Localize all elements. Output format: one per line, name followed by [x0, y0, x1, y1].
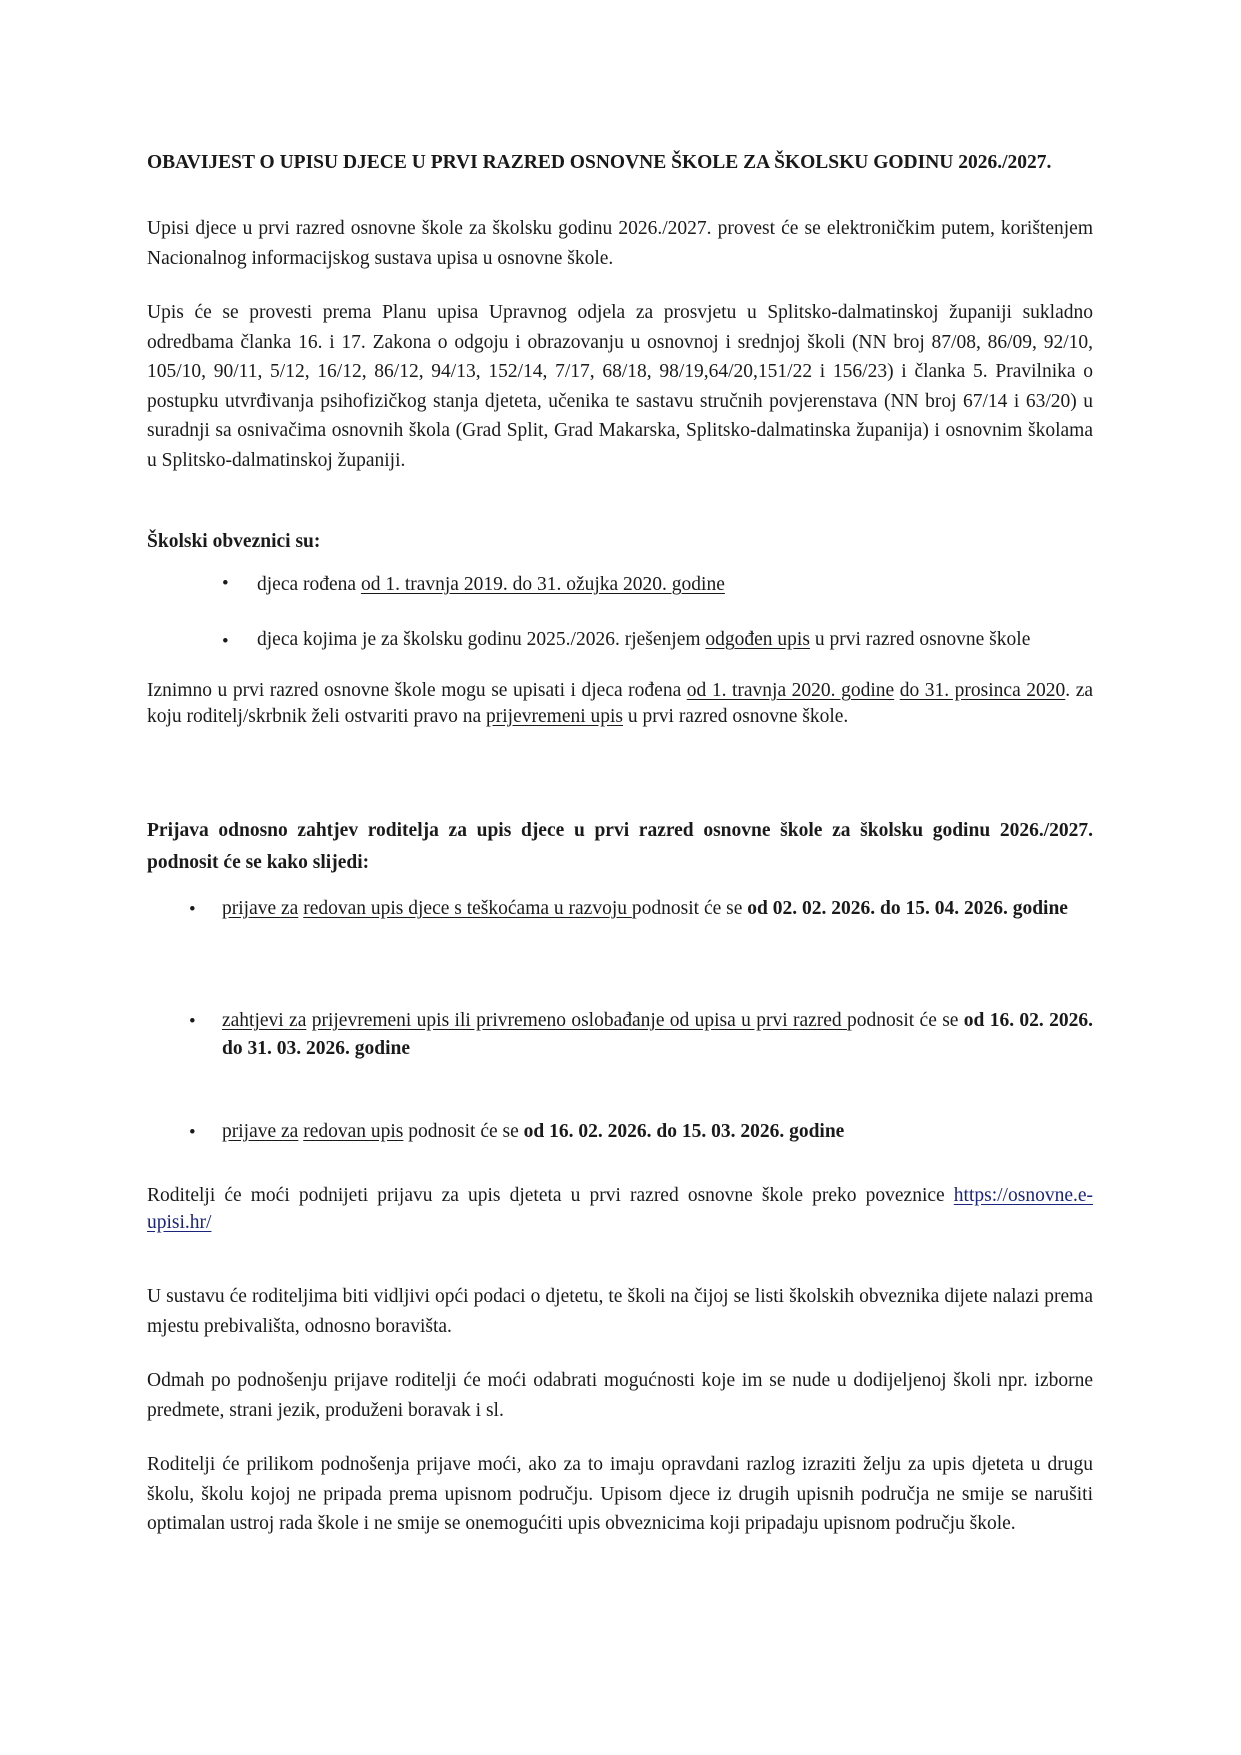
deadline-dates: od 16. 02. 2026. do 15. 03. 2026. godine [523, 1121, 845, 1142]
legal-basis-paragraph: Upis će se provesti prema Planu upisa Upravnog odjela za prosvjetu u Splitsko-dalmatinskoj županiji sukladno odredbama članka 16. i 17. Zakona o odgoju i obrazovanju u osnovnoj i srednjoj školi (NN broj 87/08, 86/09, 92/10, 105/10, 90/11, 5/12, 16/12, 86/12, 94/13, 152/14, 7/17, 68/18, 98/19,64/20,151/22 i 156/23) i članka 5. Pravilnika o postupku utvrđivanja psihofizičkog stanja djeteta, učenika te sastavu stručnih povjerenstava (NN broj 67/14 i 63/20) u suradnji sa osnivačima osnovnih škola (Grad Split, Grad Makarska, Splitsko-dalmatinska županija) i osnovnim školama u Splitsko-dalmatinskoj županiji. [147, 302, 1093, 471]
bullet-icon: • [189, 1011, 196, 1032]
other-school-paragraph: Roditelji će prilikom podnošenja prijave moći, ako za to imaju opravdani razlog izraziti želju za upis djeteta u drugu školu, školu kojoj ne pripada prema upisnom području. Upisom djece iz drugih upisnih područja ne smije se narušiti optimalan ustroj rada škole i ne smije se onemogućiti upis obveznicima koji pripadaju upisnom području škole. [147, 1454, 1093, 1534]
bullet-icon: • [189, 899, 196, 920]
bullet-icon: • [189, 1122, 196, 1143]
document-title: OBAVIJEST O UPISU DJECE U PRVI RAZRED OSNOVNE ŠKOLE ZA ŠKOLSKU GODINU 2026./2027. [147, 152, 1052, 173]
obligated-item: djeca kojima je za školsku godinu 2025./2026. rješenjem odgođen upis u prvi razred osnovne škole [257, 629, 1031, 650]
bullet-icon: • [222, 631, 229, 652]
postponed-enrollment: odgođen upis [705, 629, 810, 650]
application-heading: Prijava odnosno zahtjev roditelja za upis djece u prvi razred osnovne škole za školsku godinu 2026./2027. podnosit će se kako slijedi: [147, 820, 1093, 873]
options-paragraph: Odmah po podnošenju prijave roditelji će moći odabrati mogućnosti koje im se nude u dodijeljenoj školi npr. izborne predmete, strani jezik, produženi boravak i sl. [147, 1370, 1093, 1421]
deadline-dates: od 16. 02. 2026. do 31. 03. 2026. godine [222, 1010, 1094, 1059]
e-upisi-link[interactable]: https://osnovne.e-upisi.hr/ [147, 1185, 1093, 1233]
link-paragraph: Roditelji će moći podnijeti prijavu za upis djeteta u prvi razred osnovne škole preko poveznice https://osnovne.e-upisi.hr/ [147, 1185, 1093, 1233]
bullet-icon: • [222, 573, 229, 594]
obligated-heading: Školski obveznici su: [147, 531, 321, 552]
obligated-item: djeca rođena od 1. travnja 2019. do 31. ožujka 2020. godine [257, 574, 725, 595]
info-paragraph: U sustavu će roditeljima biti vidljivi opći podaci o djetetu, te školi na čijoj se listi školskih obveznika dijete nalazi prema mjestu prebivališta, odnosno boravišta. [147, 1286, 1093, 1337]
application-item: prijave za redovan upis podnosit će se od 16. 02. 2026. do 15. 03. 2026. godine [222, 1121, 845, 1142]
application-item: zahtjevi za prijevremeni upis ili privremeno oslobađanje od upisa u prvi razred podnosit će se od 16. 02. 2026. do 31. 03. 2026. godine [222, 1010, 1094, 1059]
application-item: prijave za redovan upis djece s teškoćama u razvoju podnosit će se od 02. 02. 2026. do 15. 04. 2026. godine [222, 898, 1068, 919]
intro-paragraph: Upisi djece u prvi razred osnovne škole za školsku godinu 2026./2027. provest će se elektroničkim putem, korištenjem Nacionalnog informacijskog sustava upisa u osnovne škole. [147, 218, 1093, 269]
birth-date-range: od 1. travnja 2019. do 31. ožujka 2020. godine [360, 574, 725, 595]
exception-paragraph: Iznimno u prvi razred osnovne škole mogu se upisati i djeca rođena od 1. travnja 2020. godine do 31. prosinca 2020. za koju roditelj/skrbnik želi ostvariti pravo na prijevremeni upis u prvi razred osnovne škole. [147, 680, 1094, 727]
deadline-dates: od 02. 02. 2026. do 15. 04. 2026. godine [747, 898, 1068, 919]
